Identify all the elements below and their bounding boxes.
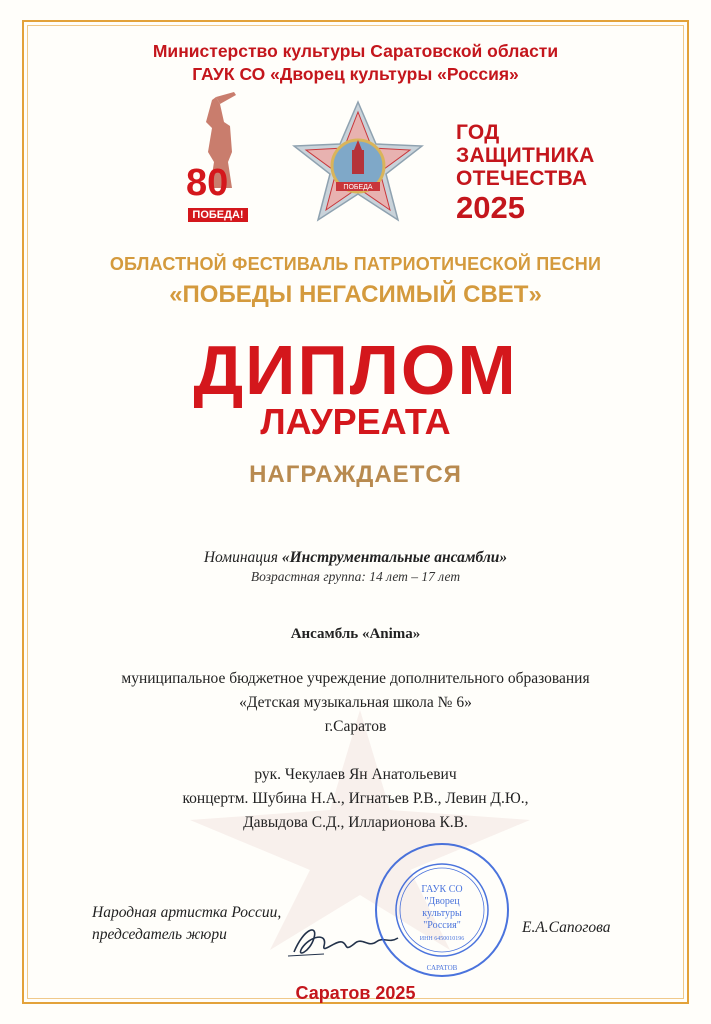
stamp-inn: ИНН 6450010196 [419, 936, 465, 942]
signatory-title-line2: председатель жюри [92, 926, 227, 943]
signatory-title [92, 902, 281, 946]
year-line4: 2025 [456, 190, 525, 225]
signatory-title-line1: Народная артистка России, [92, 904, 282, 921]
order-star-icon [292, 100, 424, 225]
festival-line1: ОБЛАСТНОЙ ФЕСТИВАЛЬ ПАТРИОТИЧЕСКОЙ ПЕСНИ [109, 254, 602, 274]
org-line2: «Детская музыкальная школа № 6» [239, 694, 472, 711]
ministry-line: Министерство культуры Саратовской области [152, 41, 559, 61]
year-defender-logo [456, 121, 595, 226]
stamp-bottom: САРАТОВ [426, 964, 458, 972]
org-line1: муниципальное бюджетное учреждение дополнительного образования [121, 670, 590, 687]
accompanists-line1: концертм. Шубина Н.А., Игнатьев Р.В., Левин Д.Ю., [182, 790, 529, 807]
year-line1: ГОД [456, 121, 500, 144]
stamp-center-line3: культуры [422, 908, 462, 919]
festival-line2: «ПОБЕДЫ НЕГАСИМЫЙ СВЕТ» [169, 281, 542, 308]
signatory-name: Е.А.Сапогова [522, 919, 611, 936]
footer-city-year: Саратов 2025 [295, 983, 416, 1003]
victory-80-number: 80 [186, 162, 229, 204]
stamp-center-line2: "Дворец [424, 896, 460, 907]
year-line2: ЗАЩИТНИКА [456, 144, 595, 167]
city-line: г.Саратов [324, 718, 387, 735]
official-stamp-icon [372, 840, 512, 980]
palace-line: ГАУК СО «Дворец культуры «Россия» [192, 64, 519, 84]
stamp-center-line1: ГАУК СО [421, 884, 463, 895]
diploma-subtitle: ЛАУРЕАТА [260, 401, 451, 442]
accompanists-line2: Давыдова С.Д., Илларионова К.В. [243, 814, 468, 831]
victory-80-word: ПОБЕДА! [188, 208, 248, 222]
year-line3: ОТЕЧЕСТВА [456, 167, 588, 190]
diploma-title: ДИПЛОМ [193, 331, 518, 409]
age-group: Возрастная группа: 14 лет – 17 лет [250, 569, 461, 584]
leader-line: рук. Чекулаев Ян Анатольевич [254, 766, 457, 783]
stamp-center-line4: "Россия" [423, 920, 461, 931]
order-ribbon-text: ПОБЕДА [343, 184, 373, 191]
ensemble-name: Ансамбль «Anima» [290, 626, 421, 642]
nomination-line [0, 549, 711, 567]
nomination-label: Номинация [203, 549, 282, 566]
nomination-value: «Инструментальные ансамбли» [281, 549, 508, 566]
awarded-label: НАГРАЖДАЕТСЯ [249, 461, 462, 488]
victory-80-logo [182, 92, 262, 232]
